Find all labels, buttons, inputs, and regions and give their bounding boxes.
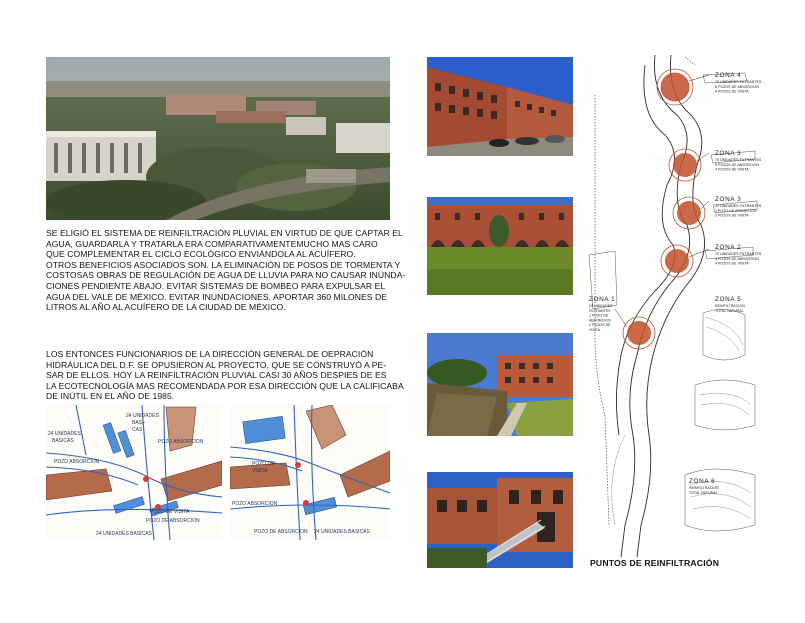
description-line: CIONES PENDIENTE ABAJO. EVITAR SISTEMAS DE BOMBEO PARA EXPULSAR EL [46, 280, 386, 291]
zone-detail: 4 POZOS DE VISITA [715, 261, 749, 266]
photo-apartment-blocks-graphic [427, 57, 573, 156]
zone-detail: REINFILTRACION [715, 304, 745, 308]
description-line: AGUA DEL VALE DE MÉXICO. EVITAR INUNDACIONES. APORTAR 360 MILONES DE [46, 291, 388, 302]
zone-detail: TOTAL NATURAL [715, 308, 744, 313]
zone-detail: 5 POZOS DE ABSORCION [715, 162, 759, 167]
photo-courtyard-arches-graphic [427, 197, 573, 295]
sketch1-label-c: 24 UNIDADES [126, 413, 159, 419]
description-paragraph [46, 228, 405, 313]
history-line: HIDRÁULICA DEL D.F. SE OPUSIERON AL PROYECTO, QUE SE CONSTRUYÓ A PE- [46, 359, 387, 370]
zone-title: ZONA 3 [715, 150, 742, 157]
history-line: SAR DE ELLOS. HOY LA REINFILTRACIÓN PLUVIAL CASI 30 AÑOS DESPIES DE ES [46, 370, 387, 381]
photo-apartment-blocks [427, 57, 573, 156]
sketch1-label-d: BASI- [132, 420, 146, 426]
sketch2-label-a: POZO DE [252, 461, 275, 467]
zone-detail: VISITA [589, 328, 601, 332]
zone-detail: 1 POZO DE [589, 313, 609, 318]
zone-title: ZONA 1 [589, 296, 616, 303]
zone-detail: 24 UNIDADES FILTRANTES [715, 204, 762, 208]
map-caption: PUNTOS DE REINFILTRACIÓN [590, 558, 720, 568]
zone-detail: 24 UNIDADES [589, 304, 613, 308]
sketch1-label-e: CAS [132, 427, 143, 433]
photo-retaining-wall [427, 333, 573, 436]
zone-detail: 70 UNIDADES FILTRANTES [715, 158, 762, 162]
zone-detail: REINFILTRACION [689, 486, 719, 490]
description-line: AGUA, GUARDARLA Y TRATARLA ERA COMPARATIVAMENTEMUCHO MAS CARO [46, 238, 378, 249]
zone-detail: ABSORCION [589, 318, 611, 323]
zone-detail: TOTAL NATURAL [689, 490, 718, 495]
history-line: LA ECOTECNOLOGÍA MAS RECOMENDADA POR ESA DIRECCIÓN QUE LA CALIFICABA [46, 380, 404, 391]
aerial-photo [46, 57, 390, 220]
zone-detail: 2 POZOS DE VISITA [715, 213, 749, 218]
description-line: OTROS BENEFICIOS ASOCIADOS SON. LA ELIMINACIÓN DE POSOS DE TORMENTA Y [46, 259, 401, 270]
sketch1-label-b: BASICAS [52, 438, 74, 444]
sketch2-label-e: 24 UNIDADES BASICAS [314, 529, 370, 535]
description-line: QUE COMPLEMENTAR EL CICLO ECOLÓGICO ENVIÁNDOLA AL ACUÍFERO. [46, 249, 356, 260]
zone-detail: 4 POZOS DE VISITA [715, 89, 749, 94]
sketch2-label-c: POZO ABSORCION [232, 501, 278, 507]
sketch1-label-i: POZO DE ABSORCION [146, 518, 200, 524]
zone-title: ZONA 2 [715, 244, 742, 251]
site-plan [585, 55, 765, 557]
zone-detail: 2 POZOS DE [589, 323, 611, 328]
description-line: COSTOSAS OBRAS DE REGULACIÓN DE AGUA DE LLUVIA PARA NO CAUSAR INUNDA- [46, 270, 406, 281]
history-line: LOS ENTONCES FUNCIONARIOS DE LA DIRECCIÓN GENERAL DE OEPRACIÓN [46, 349, 374, 359]
zone-detail: 70 UNIDADES FILTRANTES [715, 80, 762, 84]
sketch2-label-d: POZO DE ABSORCION [254, 529, 308, 535]
zone-detail: 4 POZOS DE ABSORCION [715, 256, 759, 261]
sketch2-label-b: VISITA [252, 468, 268, 474]
photo-housing-stairs [427, 472, 573, 568]
zone-detail: FILTRANTES [589, 308, 611, 313]
site-sketch-right-graphic [230, 405, 390, 540]
zone-title: ZONA 3 [715, 196, 742, 203]
zone-title: ZONA 5 [715, 296, 742, 303]
zone-title: ZONA 4 [715, 72, 742, 79]
site-sketch-left-graphic [46, 405, 222, 540]
photo-courtyard-arches [427, 197, 573, 295]
description-line: LITROS AL AÑO AL ACUÍFERO DE LA CIUDAD DE MÉXICO. [46, 302, 286, 313]
aerial-photo-graphic [46, 57, 390, 220]
zone-detail: 70 UNIDADES FILTRANTES [715, 252, 762, 256]
photo-housing-stairs-graphic [427, 472, 573, 568]
sketch1-label-a: 24 UNIDADES [48, 431, 81, 437]
sketch1-label-h: POZO DE VISITA [150, 509, 190, 515]
history-paragraph [46, 349, 404, 402]
sketch1-label-g: POZO ABSORCION [54, 459, 100, 465]
zone-title: ZONA 6 [689, 478, 716, 485]
zone-detail: 5 POZOS DE ABSORCION [715, 84, 759, 89]
zone-detail: 4 POZOS DE VISITA [715, 167, 749, 172]
history-line: DE INÚTIL EN EL AÑO DE 1985. [46, 391, 175, 402]
description-line: SE ELIGIÓ EL SISTEMA DE REINFILTRACIÓN PLUVIAL EN VIRTUD DE QUE CAPTAR EL [46, 228, 403, 238]
site-sketch-left [46, 405, 222, 540]
sketch1-label-f: POZO ABSORCION [158, 439, 204, 445]
zone-detail: 1 POZO DE ABSORCION [715, 208, 757, 213]
site-sketch-right [230, 405, 390, 540]
photo-retaining-wall-graphic [427, 333, 573, 436]
sketch1-label-j: 24 UNIDADES BASICAS [96, 531, 152, 537]
site-plan-graphic [585, 55, 765, 557]
